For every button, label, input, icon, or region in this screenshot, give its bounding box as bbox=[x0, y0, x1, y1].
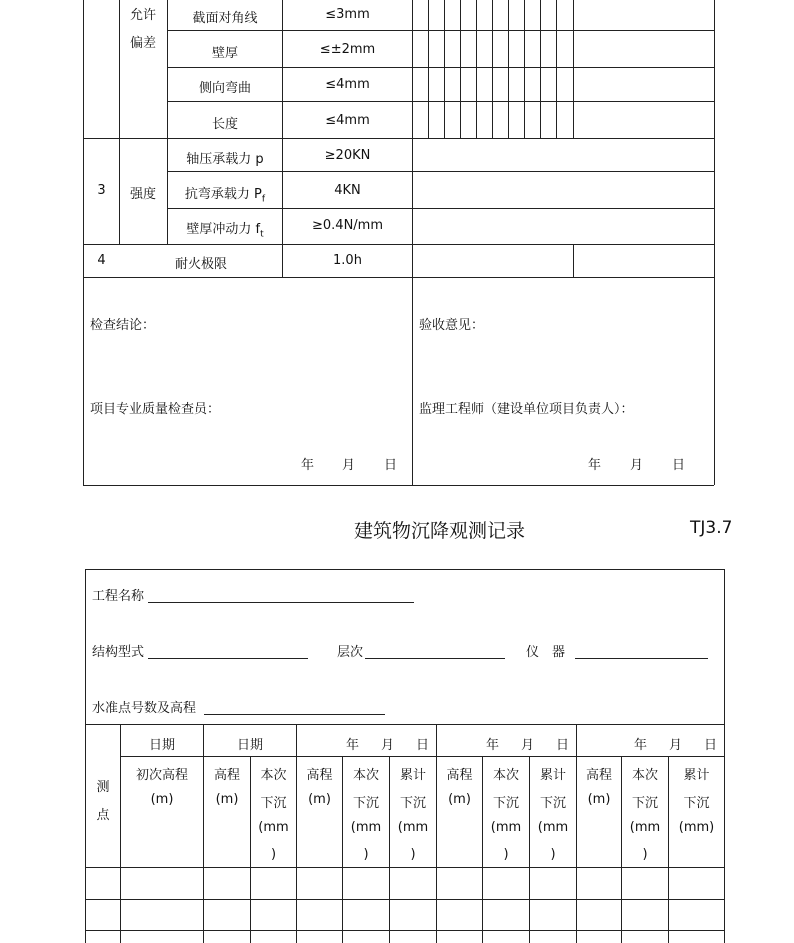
g1-cum-2: 下沉 bbox=[399, 796, 426, 811]
point-label-1: 测 bbox=[96, 780, 110, 795]
left-date-month: 月 bbox=[342, 458, 356, 473]
g0-this-2: 下沉 bbox=[260, 796, 287, 811]
conclusion-label: 检查结论： bbox=[90, 318, 156, 333]
standard-axial-load: ≥20KN bbox=[324, 148, 371, 163]
item-lateral-bend: 侧向弯曲 bbox=[198, 81, 251, 96]
g3-elev-unit: (m) bbox=[587, 792, 611, 807]
item-impact-force: 壁厚冲动力 $f_t$ bbox=[186, 222, 264, 240]
floors-field[interactable] bbox=[365, 658, 505, 659]
date-label-1: 日期 bbox=[148, 738, 175, 753]
g1-cum-4: ) bbox=[410, 847, 416, 862]
g0-this-3: (mm bbox=[258, 820, 289, 835]
g2-this-2: 下沉 bbox=[492, 796, 519, 811]
structure-label: 结构型式 bbox=[92, 645, 145, 660]
g3-cum-1: 累计 bbox=[683, 768, 710, 783]
g1-cum-1: 累计 bbox=[399, 768, 426, 783]
g1-elev-unit: (m) bbox=[308, 792, 331, 807]
structure-field[interactable] bbox=[148, 658, 308, 659]
supervisor-label: 监理工程师（建设单位项目负责人）： bbox=[419, 402, 634, 417]
g3-cum-3: (mm) bbox=[678, 820, 715, 835]
g2-this-1: 本次 bbox=[492, 768, 519, 783]
date-label-2: 日期 bbox=[236, 738, 263, 753]
project-name-field[interactable] bbox=[148, 602, 414, 603]
strength-no: 3 bbox=[97, 183, 106, 198]
g1-year: 年 bbox=[346, 738, 360, 753]
g3-month: 月 bbox=[669, 738, 683, 753]
g2-elev-label: 高程 bbox=[446, 768, 473, 783]
g3-cum-2: 下沉 bbox=[683, 796, 710, 811]
right-date-day: 日 bbox=[672, 458, 686, 473]
g0-elev-label: 高程 bbox=[213, 768, 240, 783]
fire-label: 耐火极限 bbox=[174, 257, 227, 272]
fire-standard: 1.0h bbox=[333, 253, 362, 268]
item-bending-load: 抗弯承载力 $P_f$ bbox=[184, 187, 266, 205]
instrument-field[interactable] bbox=[575, 658, 708, 659]
standard-length: ≤4mm bbox=[325, 113, 370, 128]
g2-cum-1: 累计 bbox=[539, 768, 566, 783]
g3-this-1: 本次 bbox=[631, 768, 658, 783]
g2-cum-2: 下沉 bbox=[539, 796, 566, 811]
right-date-month: 月 bbox=[630, 458, 644, 473]
standard-wall-thickness: ≤±2mm bbox=[319, 42, 376, 57]
point-label-2: 点 bbox=[96, 808, 110, 823]
left-date-day: 日 bbox=[384, 458, 398, 473]
strength-label: 强度 bbox=[129, 187, 156, 202]
standard-bending-load: 4KN bbox=[334, 183, 361, 198]
g2-cum-3: (mm bbox=[537, 820, 569, 835]
right-date-year: 年 bbox=[588, 458, 602, 473]
allowable-label-1: 允许 bbox=[129, 8, 156, 23]
g2-month: 月 bbox=[521, 738, 535, 753]
item-diagonal: 截面对角线 bbox=[192, 11, 258, 26]
g3-this-4: ) bbox=[642, 847, 648, 862]
g3-elev-label: 高程 bbox=[585, 768, 612, 783]
left-date-year: 年 bbox=[301, 458, 315, 473]
g3-this-3: (mm bbox=[629, 820, 661, 835]
g1-this-1: 本次 bbox=[352, 768, 379, 783]
g2-elev-unit: (m) bbox=[448, 792, 471, 807]
g1-cum-3: (mm bbox=[397, 820, 429, 835]
item-wall-thickness: 壁厚 bbox=[211, 46, 238, 61]
g3-day: 日 bbox=[704, 738, 718, 753]
standard-lateral-bend: ≤4mm bbox=[325, 77, 370, 92]
initial-elev-unit: (m) bbox=[150, 792, 174, 807]
g2-year: 年 bbox=[486, 738, 500, 753]
g3-this-2: 下沉 bbox=[631, 796, 658, 811]
g0-this-4: ) bbox=[270, 847, 277, 862]
fire-no: 4 bbox=[97, 253, 106, 268]
g2-this-4: ) bbox=[503, 847, 509, 862]
g1-month: 月 bbox=[381, 738, 395, 753]
record-code: TJ3.7 bbox=[690, 518, 733, 538]
acceptance-label: 验收意见： bbox=[419, 318, 485, 333]
g1-elev-label: 高程 bbox=[306, 768, 333, 783]
g0-elev-unit: (m) bbox=[215, 792, 239, 807]
g1-this-4: ) bbox=[363, 847, 369, 862]
initial-elev-label: 初次高程 bbox=[135, 768, 188, 783]
benchmark-label: 水准点号数及高程 bbox=[92, 701, 197, 716]
g2-cum-4: ) bbox=[550, 847, 556, 862]
allowable-label-2: 偏差 bbox=[129, 36, 156, 51]
item-axial-load: 轴压承载力 p bbox=[186, 152, 264, 167]
g1-this-3: (mm bbox=[350, 820, 382, 835]
g1-day: 日 bbox=[416, 738, 430, 753]
g2-day: 日 bbox=[556, 738, 570, 753]
standard-impact-force: ≥0.4N/mm bbox=[312, 218, 383, 233]
standard-diagonal: ≤3mm bbox=[325, 7, 370, 22]
inspector-label: 项目专业质量检查员： bbox=[90, 402, 221, 417]
project-name-label: 工程名称 bbox=[92, 589, 145, 604]
record-title: 建筑物沉降观测记录 bbox=[354, 520, 526, 542]
instrument-label: 仪 器 bbox=[526, 645, 566, 660]
item-length: 长度 bbox=[211, 117, 238, 132]
g3-year: 年 bbox=[634, 738, 648, 753]
g0-this-1: 本次 bbox=[260, 768, 287, 783]
g1-this-2: 下沉 bbox=[352, 796, 379, 811]
g2-this-3: (mm bbox=[490, 820, 522, 835]
benchmark-field[interactable] bbox=[204, 714, 385, 715]
floors-label: 层次 bbox=[337, 645, 364, 660]
